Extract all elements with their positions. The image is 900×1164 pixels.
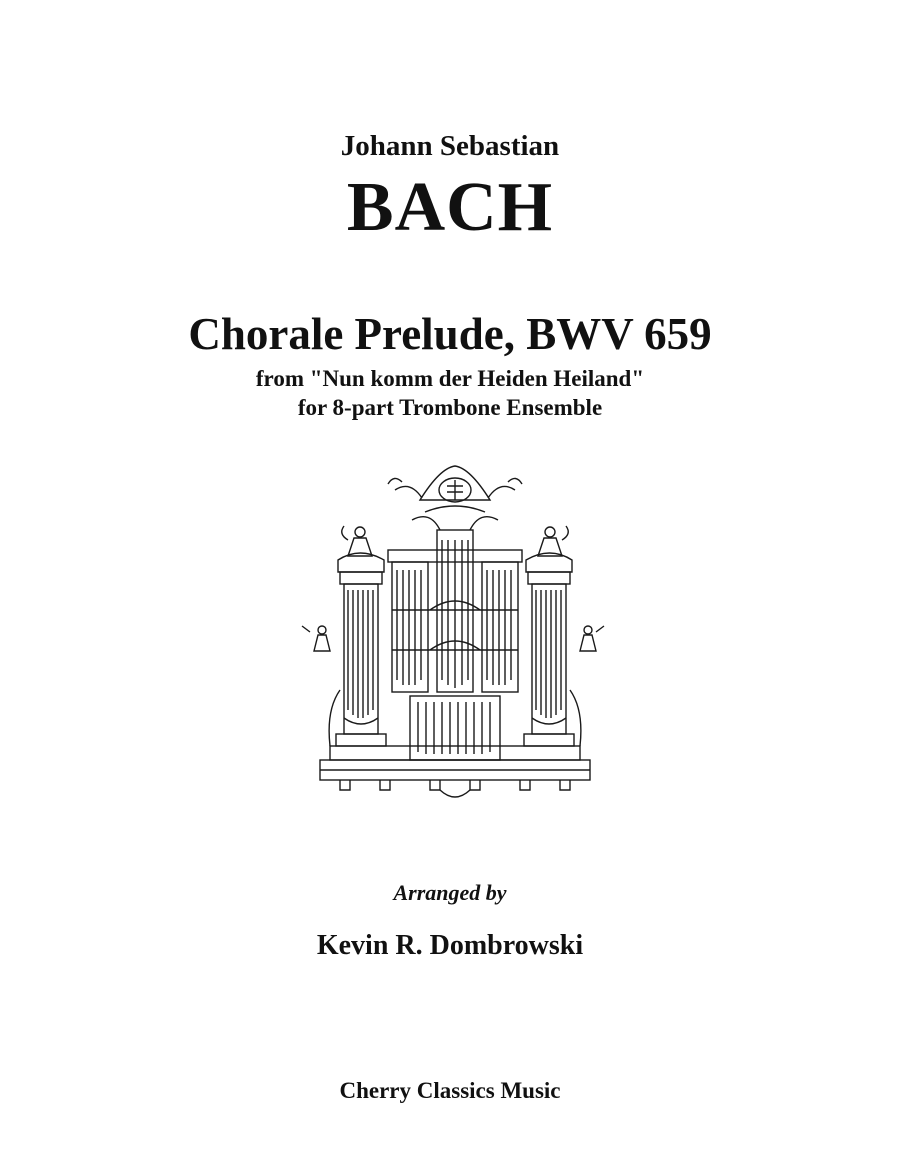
- left-tower: [336, 553, 386, 746]
- lower-case: [320, 690, 590, 797]
- piece-title: Chorale Prelude, BWV 659: [188, 309, 712, 359]
- arranged-by-label: Arranged by: [393, 880, 507, 905]
- composer-first-name: Johann Sebastian: [340, 130, 560, 162]
- right-tower: [524, 553, 574, 746]
- central-case: [388, 530, 522, 692]
- arranger-name: Kevin R. Dombrowski: [316, 930, 584, 961]
- composer-last-name: BACH: [346, 169, 554, 246]
- piece-subtitle: from "Nun komm der Heiden Heiland": [255, 366, 645, 391]
- crest-ornament: [388, 466, 522, 530]
- pipe-organ-icon: [300, 460, 610, 820]
- angel-figures: [302, 526, 604, 651]
- publisher-name: Cherry Classics Music: [339, 1078, 561, 1103]
- instrumentation: for 8-part Trombone Ensemble: [297, 395, 603, 420]
